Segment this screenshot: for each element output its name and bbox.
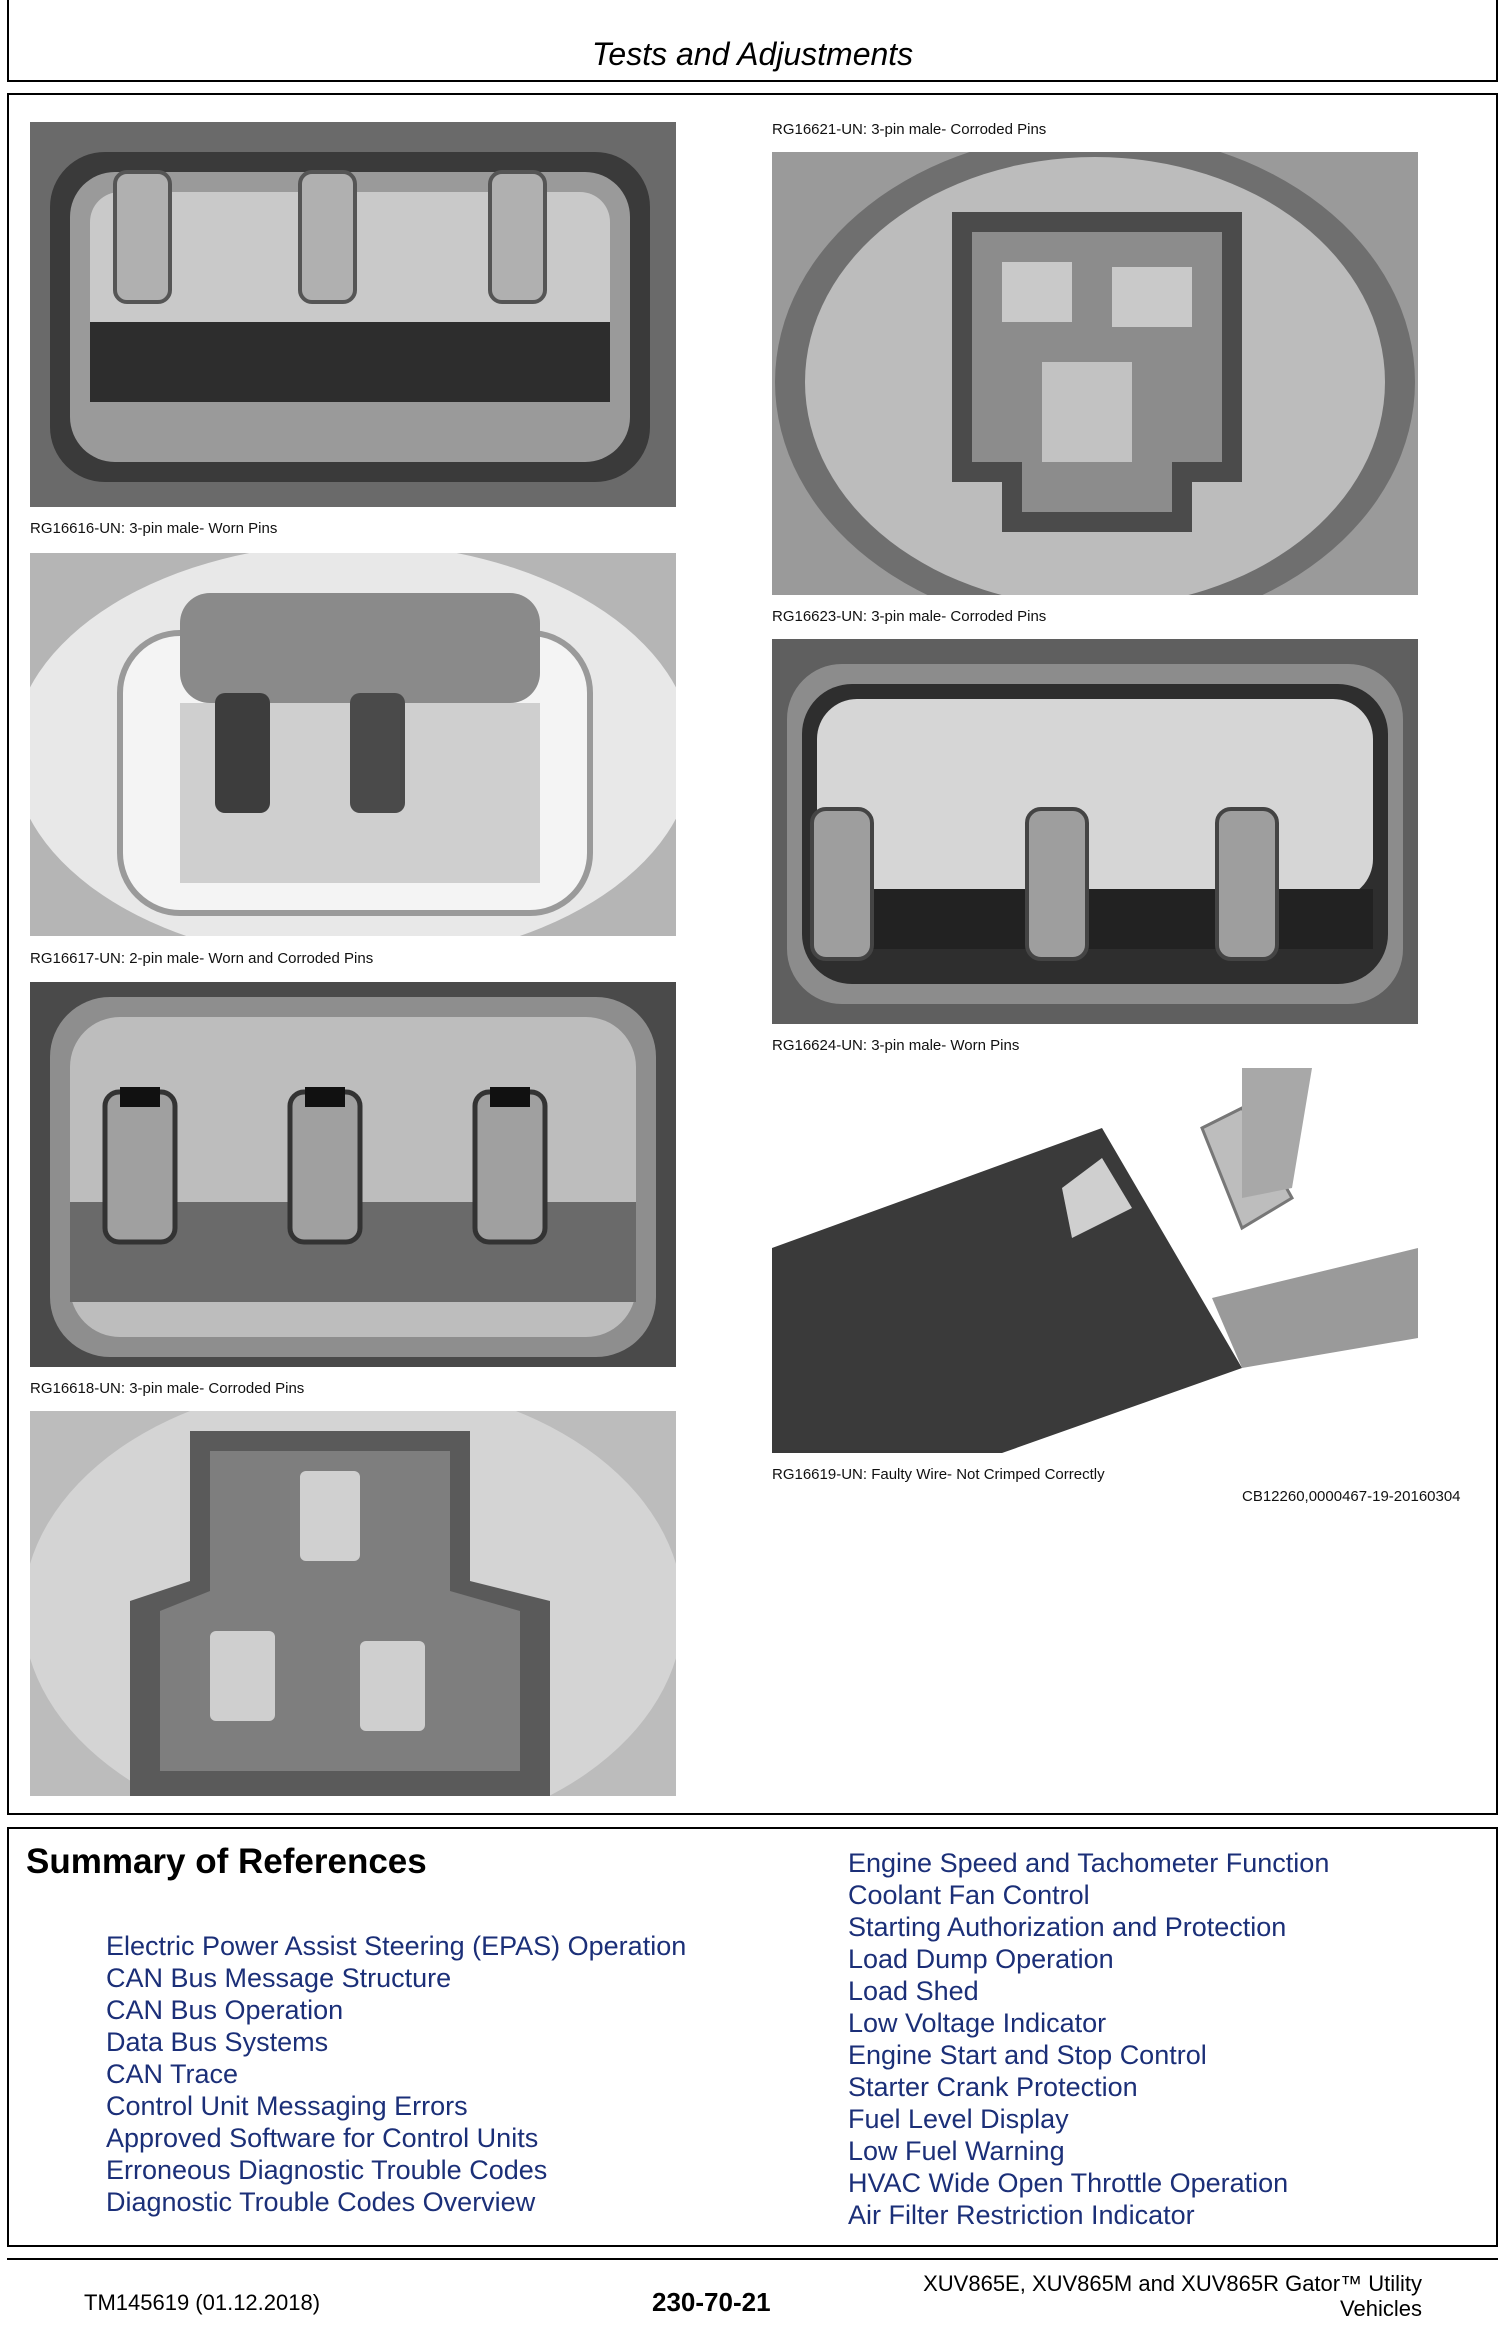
footer-model (923, 2271, 1422, 2321)
caption-rg16623: RG16623-UN: 3-pin male- Corroded Pins (772, 608, 1047, 625)
reference-link[interactable]: Engine Speed and Tachometer Function (848, 1848, 1330, 1878)
reference-link[interactable]: Engine Start and Stop Control (848, 2040, 1207, 2070)
caption-rg16621: RG16621-UN: 3-pin male- Corroded Pins (772, 121, 1047, 138)
photo-rg16621 (772, 152, 1418, 595)
reference-link[interactable]: Load Shed (848, 1976, 979, 2006)
reference-link[interactable]: CAN Trace (106, 2059, 239, 2089)
photo-rg16616 (30, 122, 676, 507)
reference-link[interactable]: Electric Power Assist Steering (EPAS) Operation (106, 1931, 687, 1961)
photo-rg16617 (30, 553, 676, 936)
reference-link[interactable]: Diagnostic Trouble Codes Overview (106, 2187, 536, 2217)
footer-rule (7, 2258, 1498, 2260)
reference-link[interactable]: Air Filter Restriction Indicator (848, 2200, 1195, 2230)
photo-rg16619 (772, 1068, 1418, 1453)
reference-link[interactable]: Erroneous Diagnostic Trouble Codes (106, 2155, 548, 2185)
reference-link[interactable]: Control Unit Messaging Errors (106, 2091, 468, 2121)
caption-rg16616: RG16616-UN: 3-pin male- Worn Pins (30, 520, 278, 537)
caption-rg16624: RG16624-UN: 3-pin male- Worn Pins (772, 1037, 1020, 1054)
footer-doc-id: TM145619 (01.12.2018) (84, 2290, 321, 2315)
reference-link[interactable]: HVAC Wide Open Throttle Operation (848, 2168, 1289, 2198)
footer-model-line1: XUV865E, XUV865M and XUV865R Gator™ Utility (923, 2271, 1422, 2296)
reference-list-left (106, 1930, 686, 2218)
caption-rg16618: RG16618-UN: 3-pin male- Corroded Pins (30, 1380, 305, 1397)
reference-link[interactable]: Data Bus Systems (106, 2027, 329, 2057)
photo-rg16623 (772, 639, 1418, 1024)
photo-rg16618 (30, 982, 676, 1367)
reference-link[interactable]: Coolant Fan Control (848, 1880, 1090, 1910)
reference-link[interactable]: CAN Bus Message Structure (106, 1963, 452, 1993)
reference-link[interactable]: CAN Bus Operation (106, 1995, 344, 2025)
page-header-title: Tests and Adjustments (591, 36, 914, 72)
caption-rg16617: RG16617-UN: 2-pin male- Worn and Corroded Pins (30, 950, 374, 967)
reference-link[interactable]: Starting Authorization and Protection (848, 1912, 1287, 1942)
reference-code: CB12260,0000467-19-20160304 (1242, 1488, 1461, 1505)
reference-link[interactable]: Starter Crank Protection (848, 2072, 1138, 2102)
reference-link[interactable]: Low Voltage Indicator (848, 2008, 1107, 2038)
reference-link[interactable]: Fuel Level Display (848, 2104, 1069, 2134)
reference-link[interactable]: Approved Software for Control Units (106, 2123, 539, 2153)
reference-link[interactable]: Load Dump Operation (848, 1944, 1114, 1974)
summary-title: Summary of References (26, 1842, 427, 1881)
footer-page-number: 230-70-21 (652, 2287, 771, 2317)
footer-model-line2: Vehicles (1340, 2296, 1422, 2321)
reference-list-right (848, 1847, 1329, 2231)
caption-rg16619: RG16619-UN: Faulty Wire- Not Crimped Correctly (772, 1466, 1105, 1483)
reference-link[interactable]: Low Fuel Warning (848, 2136, 1065, 2166)
header-box (7, 0, 1498, 82)
photo-rg16618-detail (30, 1411, 676, 1796)
